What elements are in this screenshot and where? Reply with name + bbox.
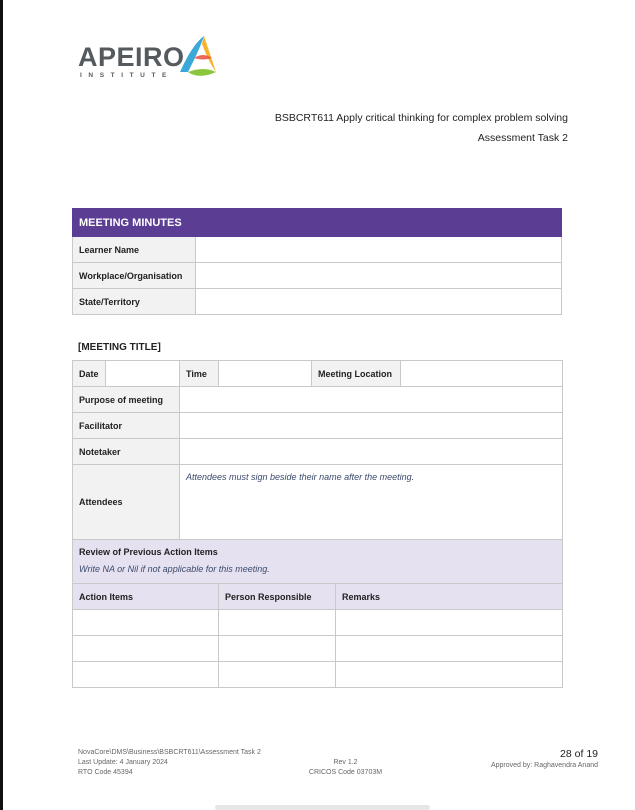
- table-row: [73, 584, 563, 610]
- table-row: [73, 662, 563, 688]
- date-field[interactable]: [106, 361, 180, 387]
- table-row: [73, 387, 563, 413]
- learner-name-field[interactable]: [196, 237, 562, 263]
- time-label: Time: [180, 361, 219, 387]
- page-number: 28 of 19: [560, 748, 598, 760]
- remarks-header: Remarks: [336, 584, 563, 610]
- logo-name: APEIRO: [78, 42, 185, 72]
- task-title: Assessment Task 2: [477, 132, 568, 144]
- logo-mark-icon: [174, 32, 218, 80]
- footer-last-update: Last Update: 4 January 2024: [78, 759, 168, 766]
- location-label: Meeting Location: [312, 361, 401, 387]
- unit-title: BSBCRT611 Apply critical thinking for complex problem solving: [274, 112, 568, 124]
- review-instruction: Write NA or Nil if not applicable for this meeting.: [79, 564, 270, 574]
- remarks-cell[interactable]: [336, 610, 563, 636]
- footer-middle: [308, 758, 383, 778]
- date-label: Date: [73, 361, 106, 387]
- attendees-label: Attendees: [73, 465, 180, 540]
- attendees-field[interactable]: Attendees must sign beside their name after the meeting.: [180, 465, 563, 540]
- apeiro-logo: [78, 32, 228, 88]
- review-section: [73, 540, 563, 584]
- person-responsible-cell[interactable]: [219, 636, 336, 662]
- meeting-table: [72, 360, 563, 688]
- remarks-cell[interactable]: [336, 662, 563, 688]
- logo-subtitle: INSTITUTE: [80, 72, 173, 79]
- workplace-field[interactable]: [196, 263, 562, 289]
- purpose-field[interactable]: [180, 387, 563, 413]
- facilitator-field[interactable]: [180, 413, 563, 439]
- person-responsible-header: Person Responsible: [219, 584, 336, 610]
- table-row: [73, 413, 563, 439]
- table-row: [73, 636, 563, 662]
- table-row: [73, 237, 562, 263]
- table-row: [73, 610, 563, 636]
- workplace-label: Workplace/Organisation: [73, 263, 196, 289]
- footer-path: NovaCore\DMS\Business\BSBCRT611\Assessment Task 2: [78, 749, 261, 756]
- action-item-cell[interactable]: [73, 636, 219, 662]
- review-title: Review of Previous Action Items: [79, 547, 218, 557]
- footer-left: [78, 748, 261, 778]
- notetaker-label: Notetaker: [73, 439, 180, 465]
- meeting-minutes-table: [72, 208, 562, 315]
- facilitator-label: Facilitator: [73, 413, 180, 439]
- table-row: [73, 361, 563, 387]
- footer-right: [491, 748, 598, 771]
- footer-rev: Rev 1.2: [333, 759, 358, 766]
- location-field[interactable]: [401, 361, 563, 387]
- meeting-minutes-header: MEETING MINUTES: [73, 209, 562, 237]
- person-responsible-cell[interactable]: [219, 610, 336, 636]
- purpose-label: Purpose of meeting: [73, 387, 180, 413]
- horizontal-scrollbar[interactable]: [215, 805, 430, 810]
- state-label: State/Territory: [73, 289, 196, 315]
- action-item-cell[interactable]: [73, 610, 219, 636]
- table-row: [73, 289, 562, 315]
- footer-cricos: CRICOS Code 03703M: [308, 769, 383, 776]
- time-field[interactable]: [219, 361, 312, 387]
- footer-approved: Approved by: Raghavendra Anand: [490, 762, 598, 769]
- notetaker-field[interactable]: [180, 439, 563, 465]
- table-row: [73, 439, 563, 465]
- person-responsible-cell[interactable]: [219, 662, 336, 688]
- learner-name-label: Learner Name: [73, 237, 196, 263]
- state-field[interactable]: [196, 289, 562, 315]
- window-edge: [0, 0, 3, 810]
- footer-rto: RTO Code 45394: [78, 769, 133, 776]
- action-item-cell[interactable]: [73, 662, 219, 688]
- meeting-title-heading: [MEETING TITLE]: [78, 342, 161, 353]
- table-row: [73, 540, 563, 584]
- action-items-header: Action Items: [73, 584, 219, 610]
- table-row: [73, 263, 562, 289]
- remarks-cell[interactable]: [336, 636, 563, 662]
- table-row: [73, 465, 563, 540]
